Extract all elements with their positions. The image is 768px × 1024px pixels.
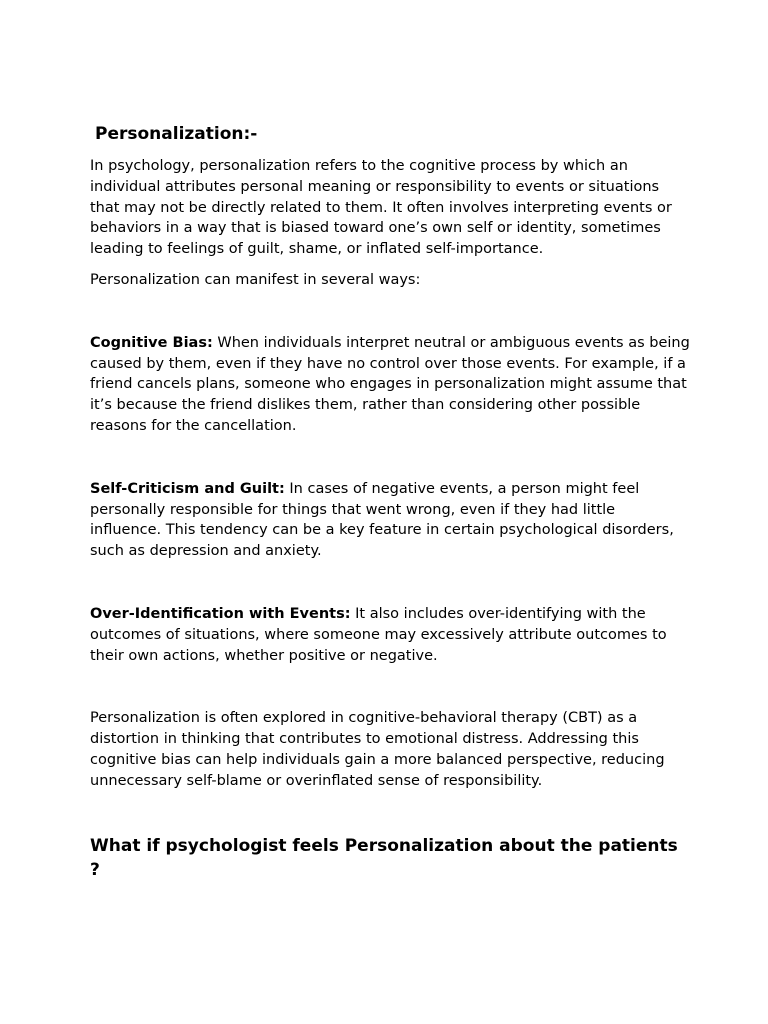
- closing-paragraph: Personalization is often explored in cognitive-behavioral therapy (CBT) as a distortion in thinking that contributes to emotional distress. Addressing this cognitive bias can help individuals gain a more balanced perspective, reducing unnecessary self-blame or overinflated sense of responsibility.: [90, 710, 665, 789]
- item-text: It also includes over-identifying with the outcomes of situations, where someone may excessively attribute outcomes to their own actions, whether positive or negative.: [90, 605, 667, 664]
- list-item-over-identification: [90, 604, 690, 666]
- list-item-cognitive-bias: [90, 333, 690, 437]
- item-label: Over-Identification with Events:: [90, 605, 351, 622]
- item-label: Self-Criticism and Guilt:: [90, 480, 285, 497]
- item-text: In cases of negative events, a person might feel personally responsible for things that went wrong, even if they had little influence. This tendency can be a key feature in certain psychological disorders, such as depression and anxiety.: [90, 480, 674, 560]
- item-text: When individuals interpret neutral or ambiguous events as being caused by them, even if they have no control over those events. For example, if a friend cancels plans, someone who engages in personalization might assume that it’s because the friend dislikes them, rather than considering other possible reasons for the cancellation.: [90, 334, 690, 434]
- lead-paragraph: Personalization can manifest in several ways:: [90, 271, 421, 288]
- question-heading: What if psychologist feels Personalization about the patients ?: [90, 835, 678, 880]
- intro-paragraph: In psychology, personalization refers to the cognitive process by which an individual attributes personal meaning or responsibility to events or situations that may not be directly related to them. It often involves interpreting events or behaviors in a way that is biased toward one’s own self or identity, sometimes leading to feelings of guilt, shame, or inflated self-importance.: [90, 158, 672, 258]
- item-label: Cognitive Bias:: [90, 334, 213, 351]
- list-item-self-criticism: [90, 479, 690, 562]
- document-page: [90, 122, 690, 882]
- page-title: Personalization:-: [95, 124, 258, 144]
